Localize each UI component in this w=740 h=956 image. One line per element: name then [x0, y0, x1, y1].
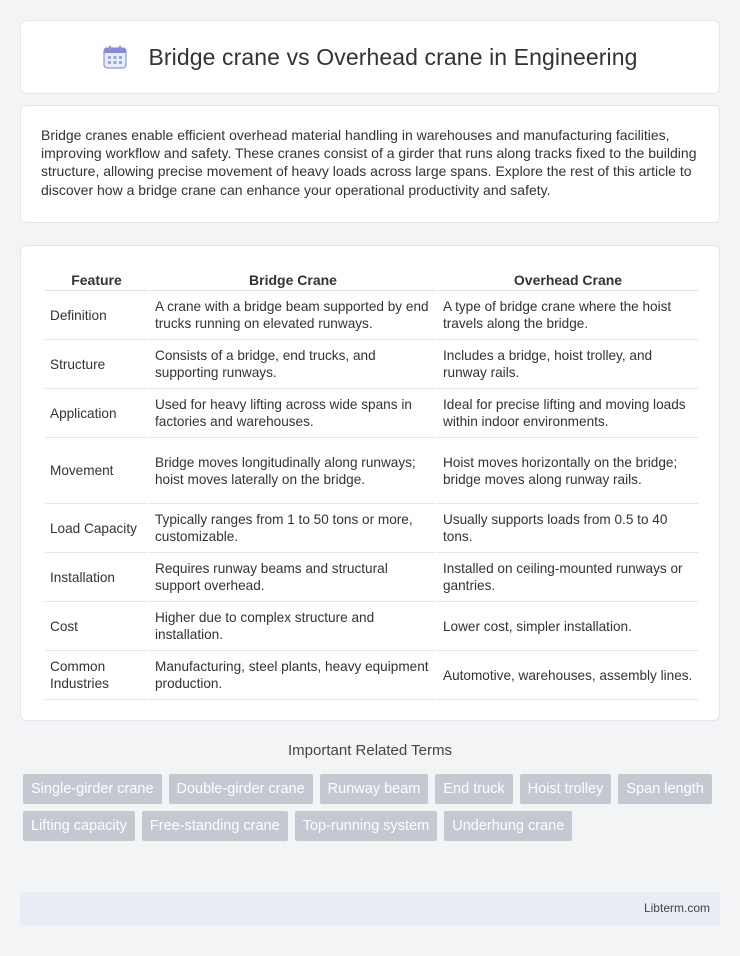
header-card [20, 20, 720, 94]
footer [20, 892, 720, 925]
table-header: Feature [45, 264, 148, 291]
table-cell-overhead: Ideal for precise lifting and moving loads within indoor environments. [438, 389, 698, 438]
table-cell-feature: Definition [45, 291, 148, 340]
table-cell-feature: Movement [45, 438, 148, 504]
related-term-tag[interactable]: Double-girder crane [169, 774, 313, 804]
table-row [45, 438, 698, 504]
related-term-tag[interactable]: Hoist trolley [520, 774, 612, 804]
table-cell-overhead: Hoist moves horizontally on the bridge; bridge moves along runway rails. [438, 438, 698, 504]
related-term-tag[interactable]: Span length [618, 774, 711, 804]
comparison-table-card [20, 245, 720, 721]
table-cell-bridge: Used for heavy lifting across wide spans in factories and warehouses. [150, 389, 436, 438]
table-cell-bridge: Manufacturing, steel plants, heavy equipment production. [150, 651, 436, 700]
related-terms-title: Important Related Terms [288, 742, 452, 759]
comparison-table [43, 264, 700, 700]
table-row [45, 340, 698, 389]
table-header: Bridge Crane [150, 264, 436, 291]
footer-site-link[interactable]: Libterm.com [643, 901, 710, 915]
related-term-tag[interactable]: Runway beam [320, 774, 429, 804]
related-term-tag[interactable]: Single-girder crane [23, 774, 162, 804]
table-cell-overhead: Usually supports loads from 0.5 to 40 tons. [438, 504, 698, 553]
table-cell-bridge: Consists of a bridge, end trucks, and supporting runways. [150, 340, 436, 389]
page-title: Bridge crane vs Overhead crane in Engineering [148, 43, 638, 70]
intro-card [20, 105, 720, 223]
table-cell-feature: Common Industries [45, 651, 148, 700]
related-term-tag[interactable]: Top-running system [295, 811, 438, 841]
related-term-tag[interactable]: Lifting capacity [23, 811, 135, 841]
table-row [45, 504, 698, 553]
table-cell-feature: Cost [45, 602, 148, 651]
table-cell-bridge: Higher due to complex structure and installation. [150, 602, 436, 651]
table-row [45, 291, 698, 340]
table-cell-overhead: A type of bridge crane where the hoist travels along the bridge. [438, 291, 698, 340]
table-header-row [45, 264, 698, 291]
table-cell-feature: Installation [45, 553, 148, 602]
table-cell-bridge: A crane with a bridge beam supported by end trucks running on elevated runways. [150, 291, 436, 340]
table-cell-overhead: Automotive, warehouses, assembly lines. [438, 651, 698, 700]
table-cell-overhead: Lower cost, simpler installation. [438, 602, 698, 651]
calendar-icon [102, 44, 128, 70]
related-term-tag[interactable]: End truck [435, 774, 512, 804]
table-row [45, 389, 698, 438]
table-cell-bridge: Typically ranges from 1 to 50 tons or more, customizable. [150, 504, 436, 553]
table-cell-bridge: Bridge moves longitudinally along runways; hoist moves laterally on the bridge. [150, 438, 436, 504]
table-header: Overhead Crane [438, 264, 698, 291]
table-cell-overhead: Installed on ceiling-mounted runways or gantries. [438, 553, 698, 602]
related-terms-list [23, 774, 723, 841]
related-term-tag[interactable]: Underhung crane [444, 811, 572, 841]
table-cell-overhead: Includes a bridge, hoist trolley, and runway rails. [438, 340, 698, 389]
related-term-tag[interactable]: Free-standing crane [142, 811, 288, 841]
table-row [45, 602, 698, 651]
table-cell-feature: Load Capacity [45, 504, 148, 553]
table-cell-bridge: Requires runway beams and structural support overhead. [150, 553, 436, 602]
table-row [45, 553, 698, 602]
table-cell-feature: Application [45, 389, 148, 438]
table-cell-feature: Structure [45, 340, 148, 389]
intro-text: Bridge cranes enable efficient overhead material handling in warehouses and manufacturing facilities, improving workflow and safety. These cranes consist of a girder that runs along tracks fixed to the building structure, allowing precise movement of heavy loads across large spans. Explore the rest of this article to discover how a bridge crane can enhance your operational productivity and safety. [41, 127, 697, 198]
table-row [45, 651, 698, 700]
